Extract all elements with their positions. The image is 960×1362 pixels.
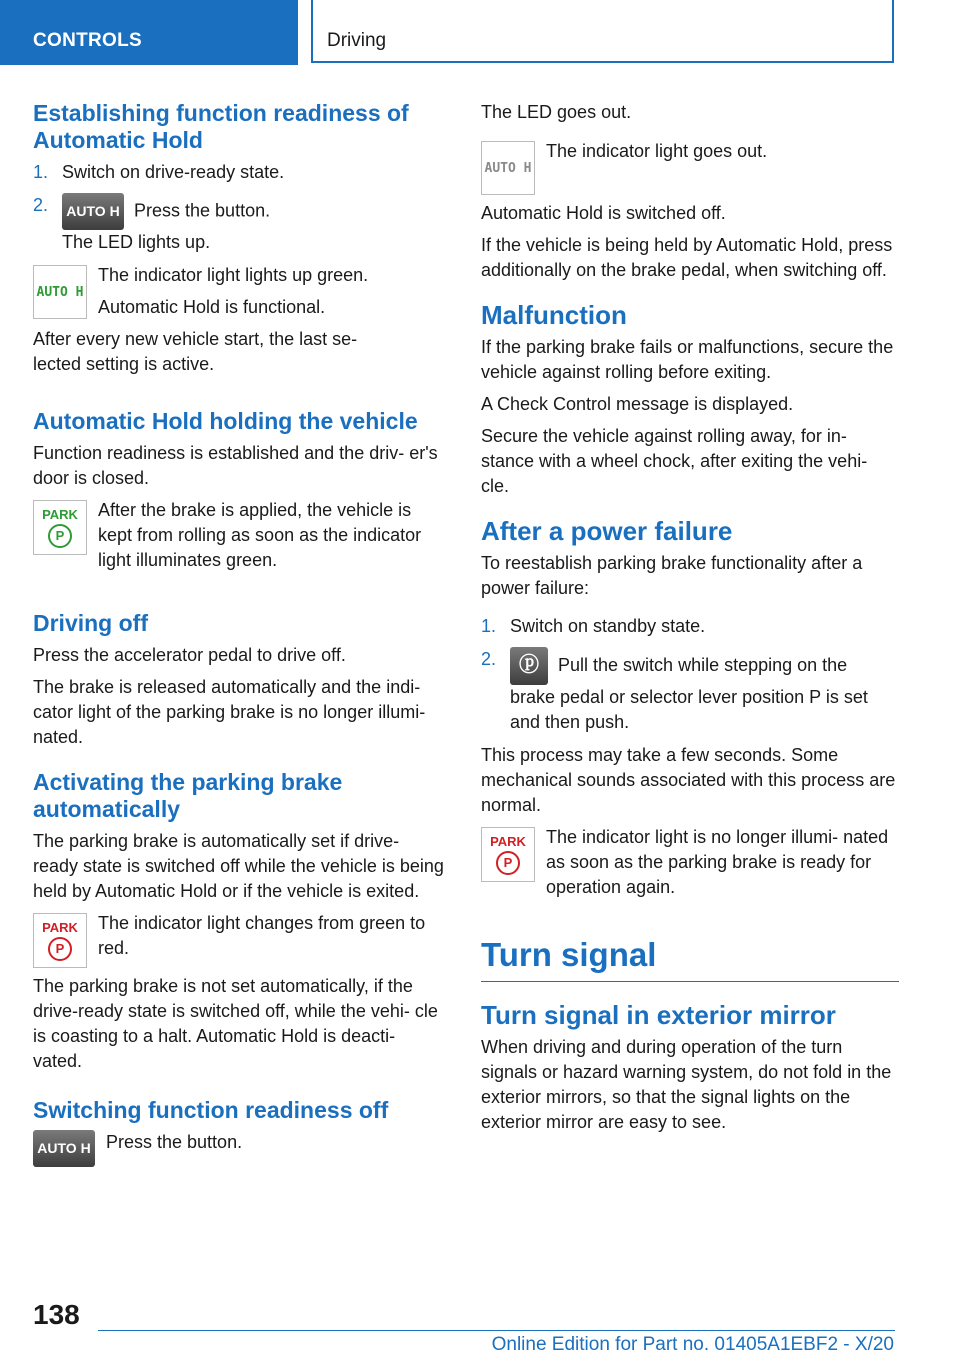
left-column (33, 100, 449, 1173)
auto-h-button-icon: AUTO H (62, 193, 124, 230)
brake-pedal-text: If the vehicle is being held by Automatic Hold, press additionally on the brake pedal, when switching off. (481, 235, 893, 280)
heading-establishing-readiness: Establishing function readiness of Automatic Hold (33, 100, 409, 153)
footer-divider (98, 1330, 895, 1331)
last-setting-text: After every new vehicle start, the last se‐ (33, 329, 358, 349)
heading-driving-off: Driving off (33, 610, 148, 636)
not-set-automatically-text: The parking brake is not set automatically, if the drive-ready state is switched off, while the vehi‐ cle is coasting to a halt. Automatic Hold is deacti‐ vated. (33, 976, 438, 1071)
right-column (481, 100, 897, 1142)
indicator-green-to-red-text: The indicator light changes from green to red. (98, 913, 426, 958)
step-1: 1. Switch on drive-ready state. (33, 162, 285, 182)
parking-brake-switch-icon: ⓟ (510, 647, 548, 685)
brake-released-text: The brake is released automatically and the indi‐ cator light of the parking brake is no longer illumi‐ nated. (33, 677, 426, 747)
auto-h-button-icon-2: AUTO H (33, 1130, 95, 1167)
step-1-standby: 1. Switch on standby state. (481, 616, 706, 636)
power-failure-text: To reestablish parking brake functionality after a power failure: (481, 553, 863, 598)
heading-switching-off: Switching function readiness off (33, 1097, 389, 1123)
secure-vehicle-text: Secure the vehicle against rolling away, for in‐ stance with a wheel chock, after exiting the vehi‐ cle. (481, 426, 868, 496)
last-setting-text-cont: lected setting is active. (33, 354, 215, 374)
step-2: 2. AUTO H Press the button. The LED lights up. (33, 195, 271, 252)
press-button-text: Press the button. (106, 1132, 243, 1152)
led-out-text: The LED goes out. (481, 102, 632, 122)
step-2-pull-switch: 2. ⓟ Pull the switch while stepping on the brake pedal or selector lever position P is set and then push. (481, 649, 868, 732)
hold-vehicle-text: Function readiness is established and the driv‐ er's door is closed. (33, 443, 438, 488)
park-red-indicator-icon-2: PARK P (481, 827, 535, 882)
header-section-tab (0, 0, 298, 65)
driving-off-text: Press the accelerator pedal to drive off. (33, 645, 346, 665)
header-section: CONTROLS (33, 30, 143, 51)
check-control-text: A Check Control message is displayed. (481, 394, 794, 414)
brake-applied-text: After the brake is applied, the vehicle is kept from rolling as soon as the indicator light illuminates green. (98, 500, 422, 570)
park-green-indicator-icon: PARK P (33, 500, 87, 555)
header-chapter-tab (311, 0, 894, 63)
header-chapter: Driving (327, 30, 387, 51)
heading-activating-parking-brake: Activating the parking brake automatically (33, 769, 343, 822)
heading-power-failure: After a power failure (481, 516, 733, 546)
turn-signal-text: When driving and during operation of the turn signals or hazard warning system, do not fold in the exterior mirrors, so that the signal lights on the exterior mirror are easy to see. (481, 1037, 892, 1132)
heading-turn-signal-mirror: Turn signal in exterior mirror (481, 1000, 836, 1030)
heading-turn-signal: Turn signal (481, 936, 657, 973)
footer-edition: Online Edition for Part no. 01405A1EBF2 - X/20 (491, 1334, 894, 1355)
process-time-text: This process may take a few seconds. Some mechanical sounds associated with this process are normal. (481, 745, 896, 815)
hold-switched-off-text: Automatic Hold is switched off. (481, 203, 726, 223)
heading-hold-vehicle: Automatic Hold holding the vehicle (33, 408, 418, 434)
auto-h-indicator-off-icon: AUTO H (481, 141, 535, 195)
auto-hold-functional-text: Automatic Hold is functional. (98, 297, 326, 317)
page-number: 138 (33, 1299, 80, 1330)
indicator-out-text: The indicator light goes out. (546, 141, 768, 161)
parking-brake-auto-text: The parking brake is automatically set if drive- ready state is switched off while the vehicle is being held by Automatic Hold or if the vehicle is exited. (33, 831, 444, 901)
auto-h-indicator-icon: AUTO H (33, 265, 87, 319)
indicator-no-longer-text: The indicator light is no longer illumi‐ nated as soon as the parking brake is ready for operation again. (546, 827, 889, 897)
indicator-green-text: The indicator light lights up green. (98, 265, 369, 285)
malfunction-text: If the parking brake fails or malfunctions, secure the vehicle against rolling before exiting. (481, 337, 894, 382)
heading-malfunction: Malfunction (481, 300, 627, 330)
park-red-indicator-icon: PARK P (33, 913, 87, 968)
